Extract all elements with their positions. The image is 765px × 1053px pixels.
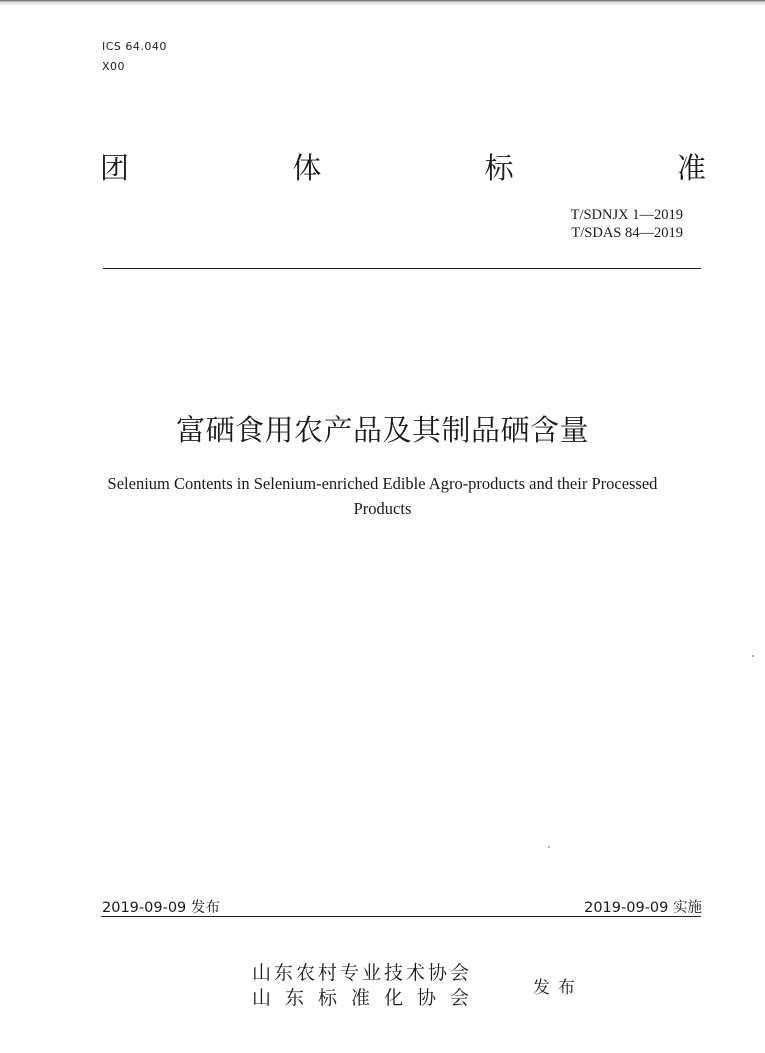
title-english-line: Products <box>353 499 412 518</box>
standard-code-primary: T/SDNJX 1—2019 <box>570 207 683 223</box>
standard-codes <box>571 206 683 242</box>
title-english-line: Selenium Contents in Selenium-enriched Edible Agro-products and their Processed <box>107 474 658 493</box>
scan-speck <box>548 846 550 848</box>
header-divider <box>103 268 701 269</box>
scan-speck <box>752 655 754 657</box>
scan-top-edge <box>0 0 765 6</box>
standard-type-char: 体 <box>292 151 322 185</box>
ccs-code: X00 <box>102 60 126 73</box>
publisher-org-2: 山东标准化协会 <box>252 987 484 1009</box>
implementation-date: 2019-09-09 实施 <box>584 900 702 916</box>
date-row <box>102 896 702 917</box>
standard-type-char: 团 <box>100 151 130 185</box>
release-date: 2019-09-09 发布 <box>102 900 220 916</box>
title-chinese: 富硒食用农产品及其制品硒含量 <box>175 413 589 447</box>
publisher-org-1: 山东农村专业技术协会 <box>252 962 473 984</box>
standard-type-char: 准 <box>676 151 706 185</box>
standard-type-char: 标 <box>484 151 514 185</box>
publishers-block <box>252 961 483 1011</box>
issue-label: 发布 <box>533 978 583 998</box>
title-english <box>70 471 695 521</box>
footer-divider <box>101 916 701 917</box>
standard-code-secondary: T/SDAS 84—2019 <box>571 225 683 241</box>
standard-type-heading <box>100 146 706 187</box>
ics-code: ICS 64.040 <box>102 40 167 53</box>
